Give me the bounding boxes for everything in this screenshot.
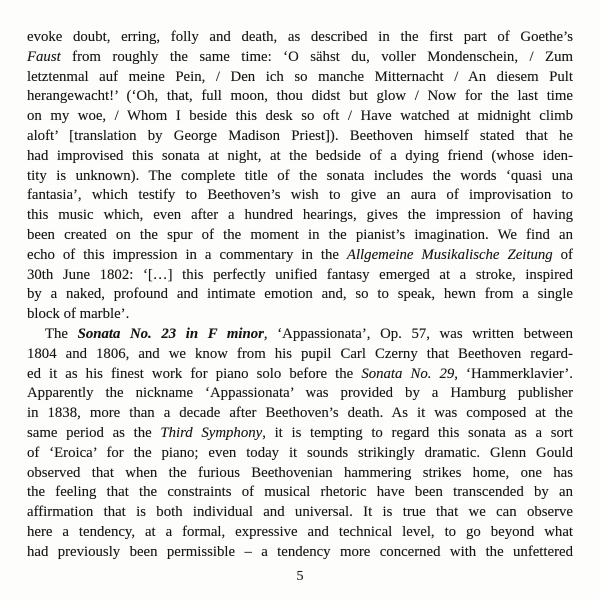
text-line: [27, 444, 573, 464]
text-line: [27, 404, 573, 424]
text-segment: the feeling that the constraints of musical rhetoric have been transcended by an: [27, 484, 573, 501]
text-segment: this music which, even after a hundred hearings, gives the impression of having: [27, 207, 573, 224]
text-segment: The: [45, 325, 78, 342]
text-line: [27, 246, 573, 266]
text-segment: tity is unknown). The complete title of the sonata includes the words ‘quasi una: [27, 167, 573, 184]
text-segment: letztenmal auf meine Pein, / Den ich so manche Mitternacht / An diesem Pult: [27, 68, 573, 85]
text-segment: , ‘Hammerklavier’.: [454, 365, 574, 382]
text-line: [27, 305, 573, 325]
text-segment: in 1838, more than a decade after Beethoven’s death. As it was composed at the: [27, 405, 573, 422]
text-segment: , it is tempting to regard this sonata as a sort: [262, 424, 573, 441]
text-segment: here a tendency, at a formal, expressive and technical level, to go beyond what: [27, 523, 573, 540]
text-segment: herangewacht!’ (‘Oh, that, full moon, thou didst but glow / Now for the last time: [27, 88, 573, 105]
text-line: [27, 206, 573, 226]
text-segment: aloft’ [translation by George Madison Priest]). Beethoven himself stated that he: [27, 127, 573, 144]
text-line: [27, 365, 573, 385]
text-segment: from roughly the same time: ‘O sähst du, voller Mondenschein, / Zum: [60, 48, 573, 65]
text-line: [27, 325, 573, 345]
text-segment: been created on the spur of the moment in the pianist’s imagination. We find an: [27, 226, 573, 243]
text-segment: had improvised this sonata at night, at the bedside of a dying friend (whose iden-: [27, 147, 573, 164]
text-line: [27, 503, 573, 523]
text-line: [27, 68, 573, 88]
text-line: [27, 127, 573, 147]
text-segment: of: [552, 246, 573, 263]
text-segment: on my woe, / Whom I beside this desk so oft / Have watched at midnight climb: [27, 108, 573, 125]
text-segment: same period as the: [27, 424, 161, 441]
text-segment: 30th June 1802: ‘[…] this perfectly unified fantasy emerged at a stroke, inspired: [27, 266, 573, 283]
text-line: [27, 186, 573, 206]
text-segment: Apparently the nickname ‘Appassionata’ was provided by a Hamburg publisher: [27, 385, 573, 402]
text-line: [27, 48, 573, 68]
text-line: [27, 107, 573, 127]
text-segment-emphasis: Faust: [27, 48, 61, 65]
text-segment: echo of this impression in a commentary in the: [27, 246, 347, 263]
text-line: [27, 266, 573, 286]
text-segment: had previously been permissible – a tendency more concerned with the unfettered: [27, 543, 573, 560]
text-segment: ed it as his finest work for piano solo before the: [27, 365, 362, 382]
text-line: [27, 285, 573, 305]
text-line: [27, 167, 573, 187]
page-text: [27, 28, 573, 563]
text-segment: block of marble’.: [27, 306, 130, 323]
text-segment: fantasia’, which testify to Beethoven’s wish to give an aura of improvisation to: [27, 187, 573, 204]
text-line: [27, 483, 573, 503]
text-line: [27, 87, 573, 107]
text-segment: 1804 and 1806, and we know from his pupil Carl Czerny that Beethoven regard-: [27, 345, 573, 362]
text-line: [27, 424, 573, 444]
text-segment: evoke doubt, erring, folly and death, as described in the first part of Goethe’s: [27, 29, 573, 45]
text-line: [27, 147, 573, 167]
text-line: [27, 384, 573, 404]
text-segment: of ‘Eroica’ for the piano; even today it sounds strikingly dramatic. Glenn Gould: [27, 444, 573, 461]
text-segment-emphasis: Allgemeine Musikalische Zeitung: [346, 246, 553, 263]
text-line: [27, 464, 573, 484]
text-line: [27, 226, 573, 246]
text-line: [27, 543, 573, 563]
text-line: [27, 523, 573, 543]
page-number: 5: [296, 569, 304, 584]
text-segment: by a naked, profound and intimate emotion and, so to speak, hewn from a single: [27, 286, 573, 303]
text-segment-emphasis: Sonata No. 23 in F minor: [77, 325, 264, 342]
text-segment: , ‘Appassionata’, Op. 57, was written between: [263, 325, 573, 342]
text-line: [27, 345, 573, 365]
text-segment-emphasis: Third Symphony: [160, 424, 263, 441]
text-segment: observed that when the furious Beethovenian hammering strikes home, one has: [27, 464, 573, 481]
text-line: [27, 28, 573, 48]
text-segment: affirmation that is both individual and universal. It is true that we can observe: [27, 504, 573, 521]
text-segment-emphasis: Sonata No. 29: [361, 365, 455, 382]
